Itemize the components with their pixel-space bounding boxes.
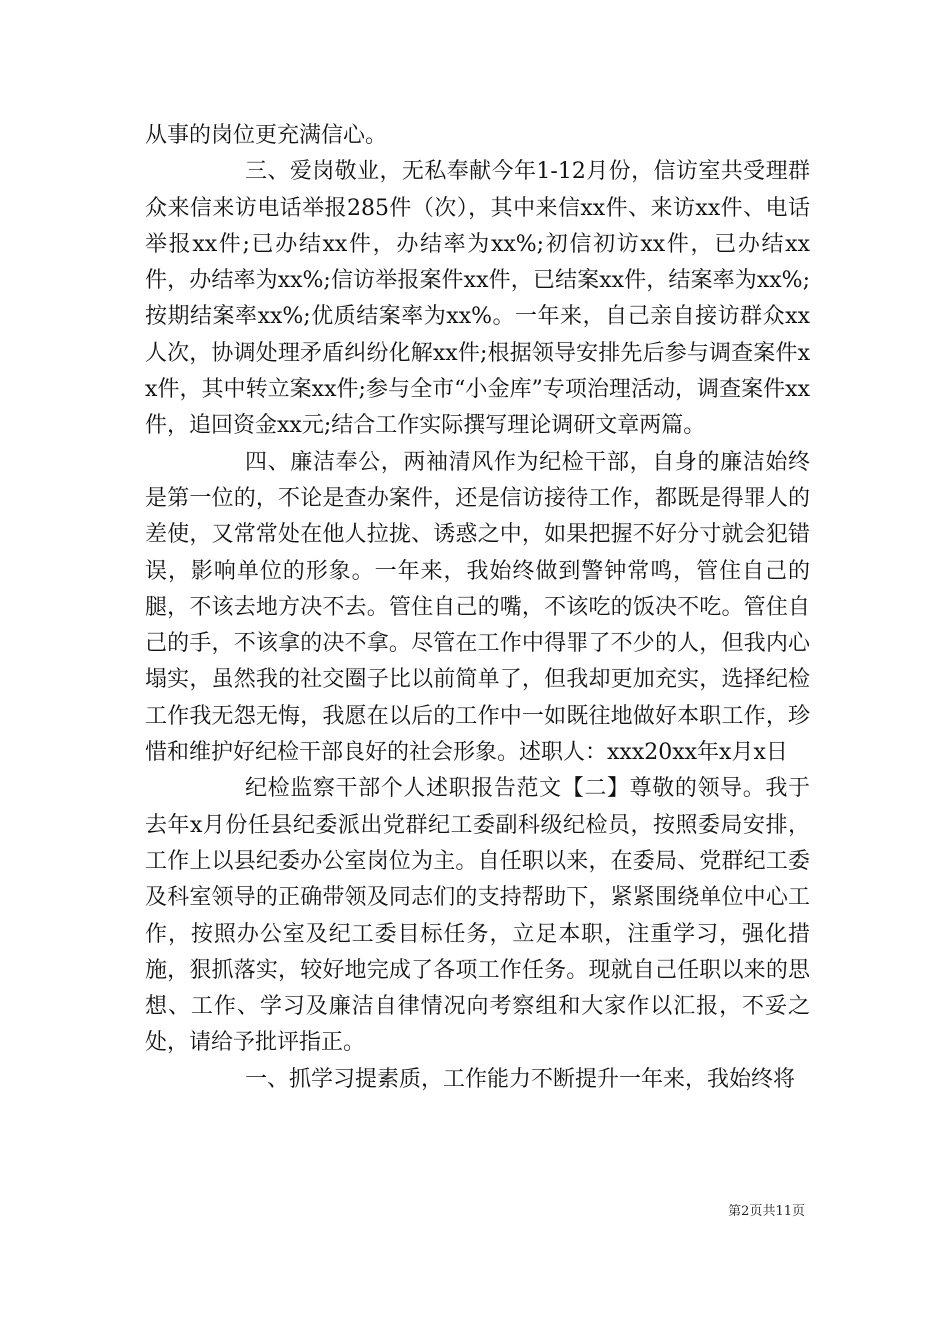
page-number-footer: 第2页共11页 <box>728 1204 805 1219</box>
paragraph-continuation: 从事的岗位更充满信心。 <box>145 123 388 148</box>
document-body <box>145 118 810 1098</box>
paragraph-section-three: 三、爱岗敬业，无私奉献今年1-12月份，信访室共受理群众来信来访电话举报285件（次），其中来信xx件、来访xx件、电话举报xx件;已办结xx件，办结率为xx%;初信初访xx件，已办结xx件，办结率为xx%;信访举报案件xx件，已结案xx件，结案率为xx%;按期结案率xx%;优质结案率为xx%。一年来，自己亲自接访群众xx人次，协调处理矛盾纠纷化解xx件;根据领导安排先后参与调查案件xx件，其中转立案xx件;参与全市“小金库”专项治理活动，调查案件xx件，追回资金xx元;结合工作实际撰写理论调研文章两篇。 <box>145 159 810 439</box>
paragraph-section-one: 一、抓学习提素质，工作能力不断提升一年来，我始终将 <box>245 1066 796 1092</box>
paragraph-report-two-intro: 纪检监察干部个人述职报告范文【二】尊敬的领导。我于去年x月份任县纪委派出党群纪工委副科级纪检员，按照委局安排，工作上以县纪委办公室岗位为主。自任职以来，在委局、党群纪工委及科室领导的正确带领及同志们的支持帮助下，紧紧围绕单位中心工作，按照办公室及纪工委目标任务，立足本职，注重学习，强化措施，狠抓落实，较好地完成了各项工作任务。现就自己任职以来的思想、工作、学习及廉洁自律情况向考察组和大家作以汇报，不妥之处，请给予批评指正。 <box>145 776 810 1056</box>
paragraph-section-four: 四、廉洁奉公，两袖清风作为纪检干部，自身的廉洁始终是第一位的，不论是查办案件，还是信访接待工作，都既是得罪人的差使，又常常处在他人拉拢、诱惑之中，如果把握不好分寸就会犯错误，影响单位的形象。一年来，我始终做到警钟常鸣，管住自己的腿，不该去地方决不去。管住自己的嘴，不该吃的饭决不吃。管住自己的手，不该拿的决不拿。尽管在工作中得罪了不少的人，但我内心塌实，虽然我的社交圈子比以前简单了，但我却更加充实，选择纪检工作我无怨无悔，我愿在以后的工作中一如既往地做好本职工作，珍惜和维护好纪检干部良好的社会形象。述职人：xxx20xx年x月x日 <box>145 449 810 766</box>
